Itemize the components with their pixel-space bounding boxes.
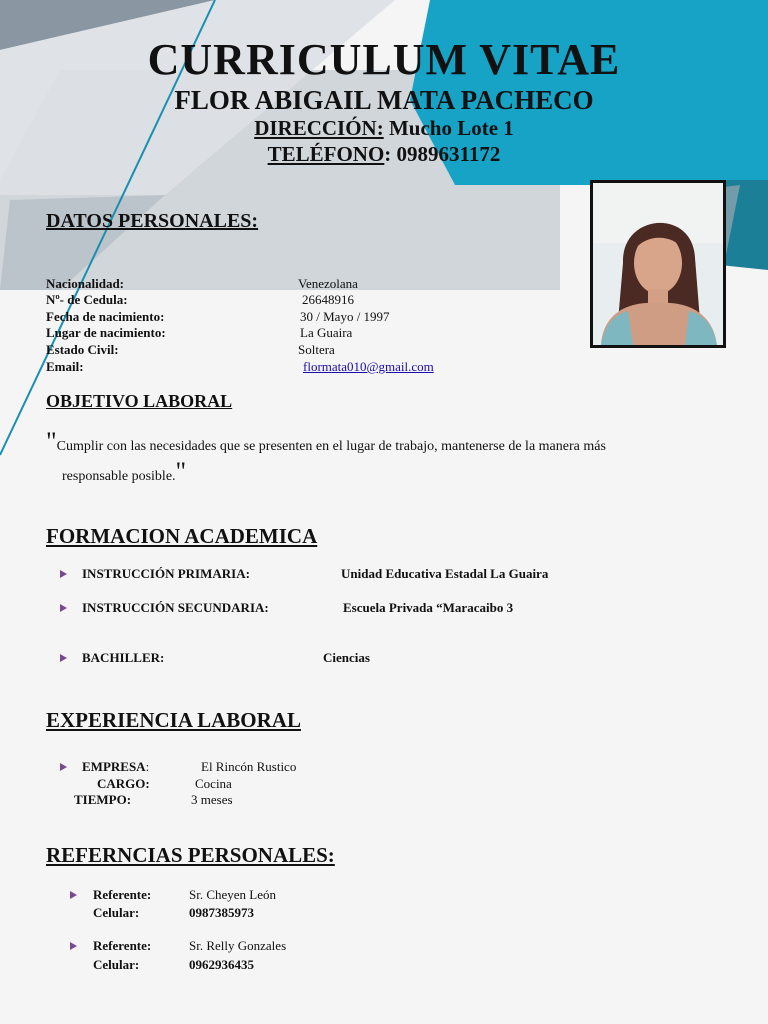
ref2-phone-label: Celular: [93, 957, 140, 972]
edu-bachelor-label: BACHILLER: [82, 650, 165, 665]
ref1-phone-value: 0987385973 [189, 905, 254, 920]
address-value: Mucho Lote 1 [383, 116, 514, 140]
ref1-phone-label: Celular: [93, 905, 140, 920]
ref2-value: Sr. Relly Gonzales [189, 938, 287, 953]
address-label: DIRECCIÓN: [254, 116, 384, 140]
phone-line [0, 142, 768, 167]
bullet-arrow-icon [70, 942, 77, 950]
email-link[interactable]: flormata010@gmail.com [303, 359, 434, 374]
bullet-arrow-icon [70, 891, 77, 899]
company-label: EMPRESA [82, 759, 146, 774]
birthplace-label: Lugar de nacimiento: [46, 325, 166, 340]
civil-status-label: Estado Civil: [46, 342, 119, 357]
open-quote: " [46, 427, 57, 456]
time-label: TIEMPO: [74, 792, 132, 807]
ref1-value: Sr. Cheyen León [189, 887, 277, 902]
objective-line-1: Cumplir con las necesidades que se presenten en el lugar de trabajo, mantenerse de la manera más [56, 439, 606, 454]
edu-secondary-value: Escuela Privada “Maracaibo 3 [343, 600, 514, 615]
education-heading: FORMACION ACADEMICA [46, 524, 318, 548]
references-heading: REFERNCIAS PERSONALES: [46, 843, 335, 867]
birthdate-value: 30 / Mayo / 1997 [300, 309, 390, 324]
close-quote: " [175, 457, 187, 486]
role-label: CARGO: [97, 776, 150, 791]
company-value: El Rincón Rustico [201, 759, 297, 774]
nationality-label: Nacionalidad: [46, 276, 125, 291]
role-value: Cocina [195, 776, 232, 791]
bullet-arrow-icon [60, 763, 67, 771]
birthdate-label: Fecha de nacimiento: [46, 309, 165, 324]
nationality-value: Venezolana [298, 276, 358, 291]
edu-secondary-label: INSTRUCCIÓN SECUNDARIA: [82, 600, 269, 615]
bullet-arrow-icon [60, 654, 67, 662]
profile-photo [590, 180, 726, 348]
civil-status-value: Soltera [298, 342, 335, 357]
ref1-label: Referente: [93, 887, 152, 902]
bullet-arrow-icon [60, 604, 67, 612]
email-label: Email: [46, 359, 84, 374]
edu-primary-value: Unidad Educativa Estadal La Guaira [341, 566, 549, 581]
objective-line-2-wrap [62, 457, 187, 486]
objective-text [46, 427, 726, 456]
page-title: CURRICULUM VITAE [147, 35, 621, 84]
personal-heading: DATOS PERSONALES: [46, 210, 259, 232]
time-value: 3 meses [191, 792, 233, 807]
edu-bachelor-value: Ciencias [323, 650, 370, 665]
phone-label: TELÉFONO [267, 142, 385, 166]
candidate-name: FLOR ABIGAIL MATA PACHECO [174, 85, 594, 115]
address-line [0, 116, 768, 141]
ref2-label: Referente: [93, 938, 152, 953]
birthplace-value: La Guaira [300, 325, 353, 340]
id-value: 26648916 [302, 292, 354, 307]
experience-heading: EXPERIENCIA LABORAL [46, 708, 301, 732]
id-label: Nº- de Cedula: [46, 292, 128, 307]
objective-line-2: responsable posible. [62, 469, 176, 484]
ref2-phone-value: 0962936435 [189, 957, 254, 972]
company-colon: : [145, 759, 150, 774]
company-label-wrap [82, 759, 149, 775]
edu-primary-label: INSTRUCCIÓN PRIMARIA: [82, 566, 250, 581]
bullet-arrow-icon [60, 570, 67, 578]
phone-value: : 0989631172 [384, 142, 501, 166]
objective-heading: OBJETIVO LABORAL [46, 391, 233, 411]
